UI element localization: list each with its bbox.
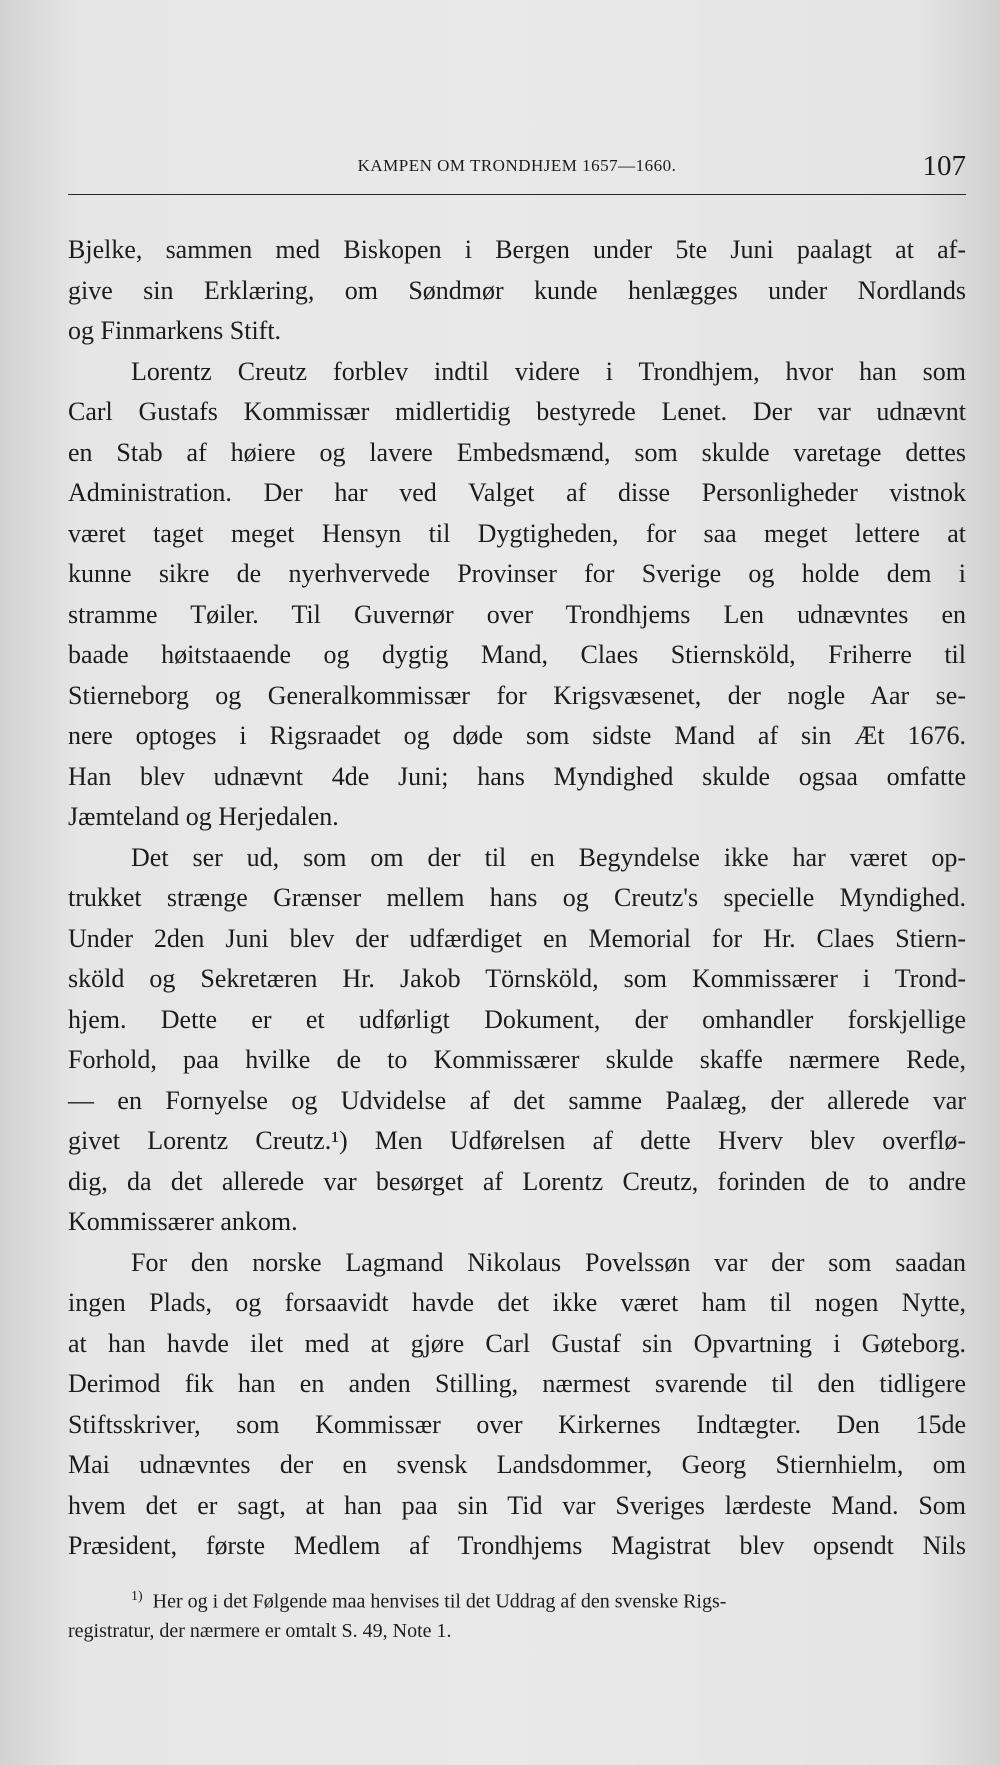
text-line: Derimod fik han en anden Stilling, nærmest svarende til den tidligere [68, 1369, 966, 1398]
text-line: For den norske Lagmand Nikolaus Povelssøn var der som saadan [131, 1247, 966, 1277]
text-line: kunne sikre de nyerhvervede Provinser for Sverige og holde dem i [68, 559, 966, 588]
text-line: dig, da det allerede var besørget af Lorentz Creutz, forinden de to andre [68, 1166, 966, 1196]
text-line: Under 2den Juni blev der udfærdiget en Memorial for Hr. Claes Stiern- [68, 923, 966, 953]
text-line: Han blev udnævnt 4de Juni; hans Myndighed skulde ogsaa omfatte [68, 761, 966, 791]
text-line: Jæmteland og Herjedalen. [68, 802, 339, 831]
text-line: Kommissærer ankom. [68, 1207, 298, 1236]
text-line: ingen Plads, og forsaavidt havde det ikke været ham til nogen Nytte, [68, 1288, 966, 1317]
footnotes [68, 1580, 966, 1648]
text-line: Bjelke, sammen med Biskopen i Bergen under 5te Juni paalagt at af- [68, 235, 966, 264]
text-line: været taget meget Hensyn til Dygtigheden, for saa meget lettere at [68, 518, 966, 548]
text-line: Stiftsskriver, som Kommissær over Kirkernes Indtægter. Den 15de [68, 1409, 966, 1439]
text-line: baade høitstaaende og dygtig Mand, Claes Stiernsköld, Friherre til [68, 640, 966, 669]
text-line: Mai udnævntes der en svensk Landsdommer, Georg Stiernhielm, om [68, 1450, 966, 1479]
text-line: givet Lorentz Creutz.¹) Men Udførelsen af dette Hverv blev overflø- [68, 1126, 966, 1155]
text-line: nere optoges i Rigsraadet og døde som sidste Mand af sin Æt 1676. [68, 721, 966, 750]
text-line: sköld og Sekretæren Hr. Jakob Törnsköld, som Kommissærer i Trond- [68, 964, 966, 993]
text-line: hjem. Dette er et udførligt Dokument, der omhandler forskjellige [68, 1004, 966, 1034]
text-line: og Finmarkens Stift. [68, 316, 282, 345]
page-header [68, 150, 966, 195]
footnote-text: Her og i det Følgende maa henvises til det Uddrag af den svenske Rigs- [152, 1590, 727, 1613]
text-line: stramme Tøiler. Til Guvernør over Trondhjems Len udnævntes en [68, 599, 966, 629]
body-text [68, 230, 966, 1567]
text-line: give sin Erklæring, om Søndmør kunde henlægges under Nordlands [68, 275, 966, 305]
text-line: Lorentz Creutz forblev indtil videre i Trondhjem, hvor han som [131, 356, 966, 386]
text-line: hvem det er sagt, at han paa sin Tid var Sveriges lærdeste Mand. Som [68, 1490, 966, 1520]
text-line: trukket strænge Grænser mellem hans og Creutz's specielle Myndighed. [68, 883, 966, 912]
text-line: Stierneborg og Generalkommissær for Krigsvæsenet, der nogle Aar se- [68, 680, 966, 710]
text-line: Forhold, paa hvilke de to Kommissærer skulde skaffe nærmere Rede, [68, 1045, 966, 1074]
text-line: Præsident, første Medlem af Trondhjems Magistrat blev opsendt Nils [68, 1531, 966, 1560]
footnote-line: registratur, der nærmere er omtalt S. 49, Note 1. [68, 1620, 452, 1642]
text-line: — en Fornyelse og Udvidelse af det samme Paalæg, der allerede var [68, 1085, 966, 1115]
text-line: Administration. Der har ved Valget af disse Personligheder vistnok [68, 478, 966, 507]
text-line: Det ser ud, som om der til en Begyndelse ikke har været op- [131, 842, 966, 872]
page-number: 107 [922, 150, 966, 182]
running-head: KAMPEN OM TRONDHJEM 1657—1660. [357, 156, 677, 175]
text-line: Carl Gustafs Kommissær midlertidig bestyrede Lenet. Der var udnævnt [68, 397, 966, 426]
footnote-line [68, 1580, 966, 1614]
text-line: en Stab af høiere og lavere Embedsmænd, som skulde varetage dettes [68, 437, 966, 467]
footnote-marker: 1) [131, 1589, 143, 1604]
text-line: at han havde ilet med at gjøre Carl Gustaf sin Opvartning i Gøteborg. [68, 1328, 966, 1358]
